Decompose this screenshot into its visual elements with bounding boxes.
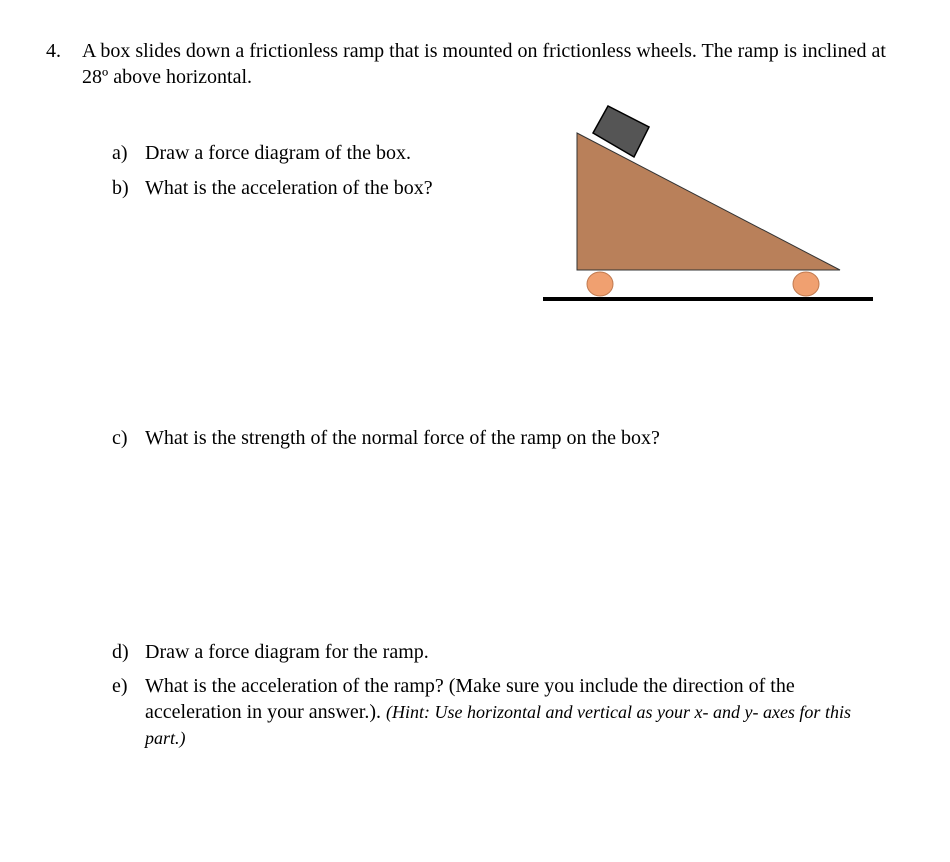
part-e-label: e) <box>112 675 128 697</box>
part-a-label: a) <box>112 142 128 164</box>
left-wheel <box>587 272 613 296</box>
problem-statement: A box slides down a frictionless ramp that is mounted on frictionless wheels. The ramp is inclined at 28º above horizontal. <box>82 40 886 88</box>
part-c-text: What is the strength of the normal force of the ramp on the box? <box>145 427 660 449</box>
right-wheel <box>793 272 819 296</box>
part-c-label: c) <box>112 427 128 449</box>
part-d-text: Draw a force diagram for the ramp. <box>145 641 429 663</box>
part-a-text: Draw a force diagram of the box. <box>145 142 411 164</box>
problem-number: 4. <box>46 40 61 62</box>
part-b-text: What is the acceleration of the box? <box>145 177 433 199</box>
part-b-label: b) <box>112 177 129 199</box>
part-d-label: d) <box>112 641 129 663</box>
ramp-triangle <box>577 133 840 270</box>
part-e-text: What is the acceleration of the ramp? (Make sure you include the direction of the acceleration in your answer.). <box>145 675 795 723</box>
part-e-hint: (Hint: Use horizontal and vertical as your x- and y- axes for this part.) <box>145 702 851 748</box>
